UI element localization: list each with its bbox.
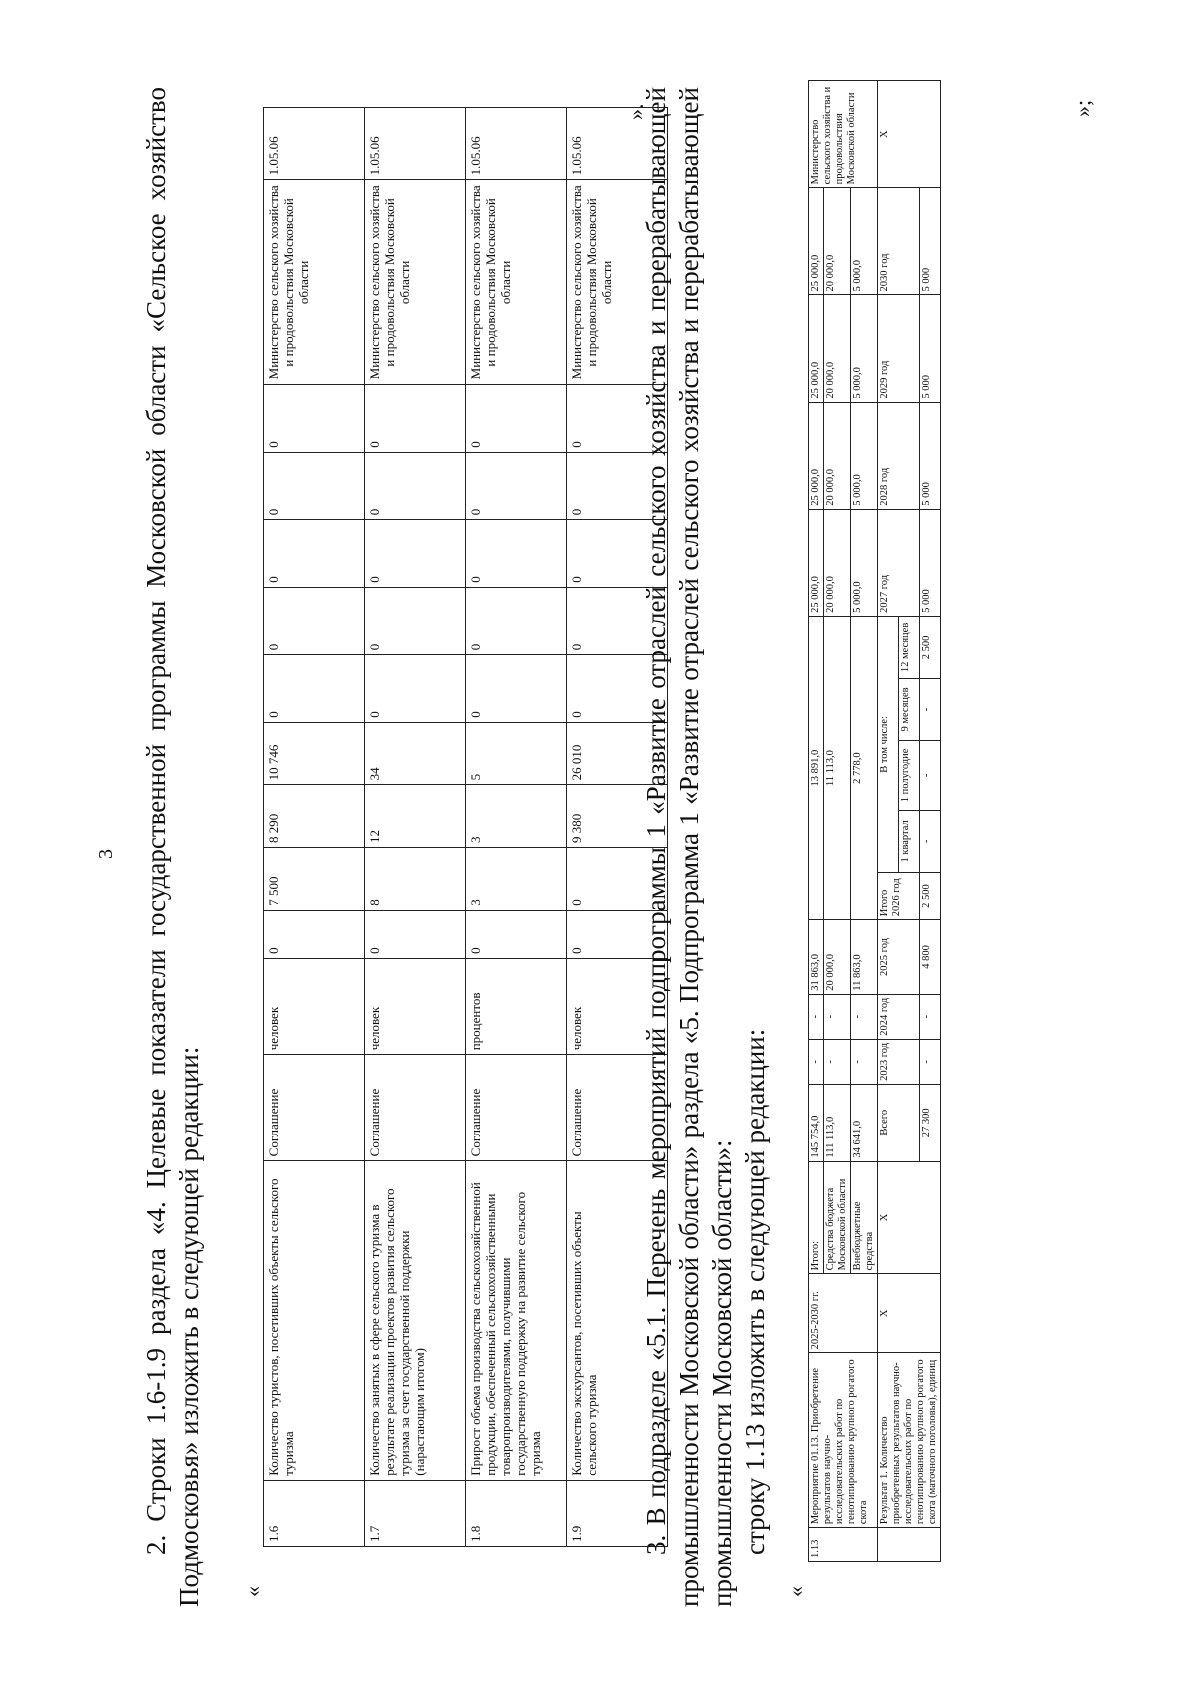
result-header-row [878,81,899,1562]
indicator-type: Соглашение [567,1055,668,1161]
paragraph-3-line2: строку 1.13 изложить в следующей редакции: [740,1028,770,1555]
res-2023: - [920,1039,941,1084]
measures-table [808,80,941,1562]
hdr-itogo-2026: Итого 2026 год [878,872,920,919]
fin-2023: - [809,1039,824,1084]
indicator-value: 0 [466,385,567,452]
table-row [466,108,567,1547]
indicator-value: 0 [365,587,466,654]
fin-2026: 2 778,0 [851,616,878,919]
fin-2024: - [809,994,824,1039]
fin-2023: - [851,1039,878,1084]
indicator-value: 0 [466,655,567,722]
indicator-value: 0 [567,655,668,722]
x-mark: X [878,1274,941,1353]
fin-2027: 5 000,0 [851,509,878,616]
hdr-2029: 2029 год [878,295,920,402]
row-number: 1.7 [365,1480,466,1546]
fin-total: 34 641,0 [851,1084,878,1161]
indicator-name: Количество занятых в сфере сельского туризма в результате реализации проектов развития сельского туризма за счет государственной поддержки (нарастающим итогом) [365,1161,466,1480]
table-row [365,108,466,1547]
res-2025: 4 800 [920,920,941,994]
indicator-value: 0 [365,385,466,452]
responsible-ministry: Министерство сельского хозяйства и продовольствия Московской области [466,180,567,385]
res-m9: - [920,678,941,740]
event-period: 2025-2030 гг. [809,1274,878,1353]
indicator-value: 0 [567,520,668,587]
indicator-value: 0 [264,910,365,958]
paragraph-2 [140,87,206,1607]
paragraph-3 [640,87,772,1607]
targets-table [263,107,668,1547]
indicator-name: Количество туристов, посетивших объекты сельского туризма [264,1161,365,1480]
indicator-type: Соглашение [466,1055,567,1161]
unit: человек [365,958,466,1054]
indicator-type: Соглашение [264,1055,365,1161]
indicator-name: Прирост объема производства сельскохозяйственной продукции, обеспеченный сельскохозяйственными товаропроизводителями, получившими государственную поддержку на развитие сельского туризма [466,1161,567,1480]
responsible-ministry: Министерство сельского хозяйства и продовольствия Московской области [809,81,878,188]
unit: человек [567,958,668,1054]
indicator-value: 0 [466,910,567,958]
fin-2024: - [851,994,878,1039]
res-h1: - [920,740,941,810]
hdr-m12: 12 месяцев [899,616,920,678]
fin-2030: 25 000,0 [809,188,824,295]
fin-2025: 31 863,0 [809,920,824,994]
fin-2025: 11 863,0 [851,920,878,994]
open-quote-1: « [240,1586,265,1597]
indicator-value: 0 [264,655,365,722]
fin-2030: 20 000,0 [824,188,851,295]
hdr-h1: 1 полугодие [899,740,920,810]
indicator-code: 1.05.06 [365,108,466,180]
hdr-q1: 1 квартал [899,810,920,872]
fin-2024: - [824,994,851,1039]
hdr-2028: 2028 год [878,402,920,509]
indicator-value: 0 [567,452,668,519]
res-2028: 5 000 [920,402,941,509]
fin-2030: 5 000,0 [851,188,878,295]
x-mark: X [878,1161,941,1274]
indicator-value: 7 500 [264,848,365,911]
unit: процентов [466,958,567,1054]
fin-total: 111 113,0 [824,1084,851,1161]
indicator-value: 0 [264,452,365,519]
fin-2027: 25 000,0 [809,509,824,616]
responsible-ministry: Министерство сельского хозяйства и продовольствия Московской области [365,180,466,385]
indicator-value: 3 [466,785,567,848]
hdr-total: Всего [878,1084,920,1161]
hdr-2024: 2024 год [878,994,920,1039]
indicator-value: 9 380 [567,785,668,848]
fin-source: Средства бюджета Московской области [824,1161,851,1274]
indicator-value: 10 746 [264,722,365,785]
close-quote-1: ». [623,103,648,120]
open-quote-2: « [783,1586,808,1597]
indicator-value: 0 [567,587,668,654]
x-mark: X [878,81,941,188]
indicator-value: 0 [365,910,466,958]
indicator-name: Количество экскурсантов, посетивших объекты сельского туризма [567,1161,668,1480]
indicator-value: 3 [466,848,567,911]
row-number: 1.6 [264,1480,365,1546]
indicator-value: 0 [264,520,365,587]
indicator-value: 0 [567,848,668,911]
fin-2028: 5 000,0 [851,402,878,509]
res-m12: 2 500 [920,616,941,678]
hdr-2030: 2030 год [878,188,920,295]
indicator-value: 0 [264,385,365,452]
fin-2029: 25 000,0 [809,295,824,402]
hdr-2023: 2023 год [878,1039,920,1084]
row-number: 1.8 [466,1480,567,1546]
indicator-value: 0 [365,520,466,587]
indicator-value: 12 [365,785,466,848]
indicator-code: 1.05.06 [466,108,567,180]
fin-2027: 20 000,0 [824,509,851,616]
indicator-value: 34 [365,722,466,785]
fin-source: Итого: [809,1161,824,1274]
paragraph-3-text: 3. В подразделе «5.1. Перечень мероприятий подпрограммы 1 «Развитие отраслей сельского хозяйства и перерабатывающей промышленности Московской области» раздела «5. Подпрограмма 1 «Развитие отраслей сельского хозяйства и перерабатывающей промышленности Московской области»: [641,87,737,1607]
hdr-m9: 9 месяцев [899,678,920,740]
result-name: Результат 1. Количество приобретенных результатов научно-исследовательских работ по генотипированию крупного рогатого скота (маточного поголовья), единиц [878,1353,941,1528]
row-number: 1.9 [567,1480,668,1546]
res-total: 27 300 [920,1084,941,1161]
fin-2026: 13 891,0 [809,616,824,919]
row-number: 1.13 [809,1528,878,1562]
blank-cell [878,1528,941,1562]
indicator-value: 0 [365,655,466,722]
unit: человек [264,958,365,1054]
event-name: Мероприятие 01.13. Приобретение результатов научно-исследовательских работ по генотипированию крупного рогатого скота [809,1353,878,1528]
table-row [264,108,365,1547]
fin-2025: 20 000,0 [824,920,851,994]
res-q1: - [920,810,941,872]
indicator-value: 26 010 [567,722,668,785]
fin-2026: 11 113,0 [824,616,851,919]
indicator-value: 5 [466,722,567,785]
indicator-value: 0 [365,452,466,519]
res-2030: 5 000 [920,188,941,295]
measures-row-total [809,81,824,1562]
fin-source: Внебюджетные средства [851,1161,878,1274]
hdr-2027: 2027 год [878,509,920,616]
paragraph-2-text: 2. Строки 1.6-1.9 раздела «4. Целевые показатели государственной программы Московской области «Сельское хозяйство Подмосковья» изложить в следующей редакции: [141,87,204,1607]
indicator-code: 1.05.06 [264,108,365,180]
res-itogo-2026: 2 500 [920,872,941,919]
fin-2023: - [824,1039,851,1084]
page-number: 3 [95,849,117,859]
indicator-code: 1.05.06 [567,108,668,180]
fin-2029: 5 000,0 [851,295,878,402]
responsible-ministry: Министерство сельского хозяйства и продовольствия Московской области [264,180,365,385]
close-quote-2: »; [1070,99,1095,117]
fin-2029: 20 000,0 [824,295,851,402]
indicator-value: 0 [567,385,668,452]
indicator-value: 0 [466,587,567,654]
indicator-value: 8 [365,848,466,911]
responsible-ministry: Министерство сельского хозяйства и продовольствия Московской области [567,180,668,385]
hdr-incl: В том числе: [878,616,899,872]
fin-2028: 20 000,0 [824,402,851,509]
indicator-type: Соглашение [365,1055,466,1161]
fin-2028: 25 000,0 [809,402,824,509]
indicator-value: 0 [567,910,668,958]
res-2024: - [920,994,941,1039]
indicator-value: 0 [466,520,567,587]
fin-total: 145 754,0 [809,1084,824,1161]
hdr-2025: 2025 год [878,920,920,994]
indicator-value: 8 290 [264,785,365,848]
indicator-value: 0 [466,452,567,519]
res-2027: 5 000 [920,509,941,616]
indicator-value: 0 [264,587,365,654]
res-2029: 5 000 [920,295,941,402]
